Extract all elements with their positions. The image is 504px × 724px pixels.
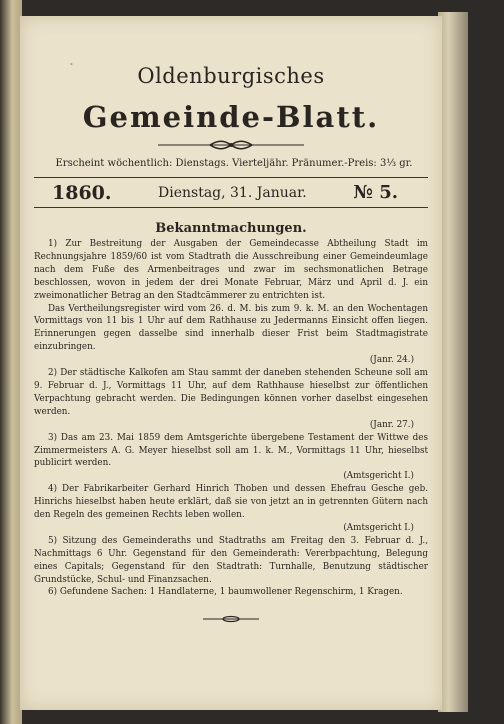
masthead-small-title: Oldenburgisches bbox=[137, 64, 325, 88]
bottom-rule bbox=[34, 207, 428, 208]
issue-year: 1860. bbox=[52, 182, 112, 204]
masthead-title: Gemeinde-Blatt. bbox=[82, 100, 380, 134]
issue-date: Dienstag, 31. Januar. bbox=[158, 185, 307, 201]
corner-mark: ∘ bbox=[70, 61, 73, 68]
notice-source: (Janr. 27.) bbox=[369, 419, 414, 430]
notice-source: (Janr. 24.) bbox=[369, 355, 414, 366]
notice-source: (Amtsgericht I.) bbox=[343, 522, 414, 533]
notice-item bbox=[34, 367, 428, 432]
top-rule bbox=[34, 177, 428, 178]
notice-item bbox=[34, 303, 428, 368]
book-binding bbox=[0, 0, 22, 724]
page-stack-edge bbox=[438, 12, 468, 712]
notice-text: 3) Das am 23. Mai 1859 dem Amtsgerichte übergebene Testament der Wittwe des Zimmermeisters A. G. Meyer hieselbst soll am 1. k. M., Vormittags 11 Uhr, hieselbst publicirt werden. bbox=[34, 432, 428, 469]
notices-list bbox=[34, 238, 428, 599]
newspaper-page bbox=[20, 16, 442, 710]
notice-item bbox=[34, 238, 428, 303]
notice-source: (Amtsgericht I.) bbox=[343, 471, 414, 482]
notice-item bbox=[34, 586, 428, 599]
masthead-subline: Erscheint wöchentlich: Dienstags. Vierteljähr. Pränumer.-Preis: 3⅓ gr. bbox=[55, 158, 413, 169]
notice-text: 4) Der Fabrikarbeiter Gerhard Hinrich Thoben und dessen Ehefrau Gesche geb. Hinrichs hieselbst haben heute erklärt, daß sie von jetzt an in getrennten Gütern nach den Regeln des gemeinen Rechts leben wollen. bbox=[34, 484, 428, 521]
issue-number: № 5. bbox=[353, 182, 398, 203]
notice-text: 1) Zur Bestreitung der Ausgaben der Gemeindecasse Abtheilung Stadt im Rechnungsjahre 1859/60 ist vom Stadtrath die Ausschreibung einer Gemeindeumlage nach dem Fuße des Armenbeitrages und zwar im sechsmonatlichen Betrage beschlossen, wovon in jedem der drei Monate Februar, März und April d. J. ein zweimonatlicher Betrag an den Stadtcämmerer zu entrichten ist. bbox=[34, 239, 428, 301]
ornament-dash-icon bbox=[203, 614, 259, 624]
notice-text: 6) Gefundene Sachen: 1 Handlaterne, 1 baumwollener Regenschirm, 1 Kragen. bbox=[48, 587, 403, 598]
notice-text: 2) Der städtische Kalkofen am Stau sammt der daneben stehenden Scheune soll am 9. Februar d. J., Vormittags 11 Uhr, auf dem Rathhause hieselbst zur öffentlichen Verpachtung gebracht werden. Die Bedingungen können vorher daselbst eingesehen werden. bbox=[34, 368, 428, 417]
section-title: Bekanntmachungen. bbox=[155, 221, 307, 236]
notice-item bbox=[34, 432, 428, 484]
notice-item bbox=[34, 483, 428, 535]
dateline bbox=[34, 180, 428, 206]
notice-text: 5) Sitzung des Gemeinderaths und Stadtraths am Freitag den 3. Februar d. J., Nachmittags 6 Uhr. Gegenstand für den Gemeinderath: Vererbpachtung, Belegung eines Capitals; Gegenstand für den Stadtrath: Turnhalle, Benutzung städtischer Grundstücke, Schul- und Finanzsachen. bbox=[34, 535, 428, 585]
notice-text: Das Vertheilungsregister wird vom 26. d. M. bis zum 9. k. M. an den Wochentagen Vormittags von 11 bis 1 Uhr auf dem Rathhause zu Jedermanns Einsicht offen liegen. Erinnerungen gegen dasselbe sind innerhalb dieser Frist beim Stadtmagistrate einzubringen. bbox=[34, 303, 428, 353]
ornament-flourish-icon bbox=[158, 140, 304, 150]
notice-item bbox=[34, 535, 428, 587]
